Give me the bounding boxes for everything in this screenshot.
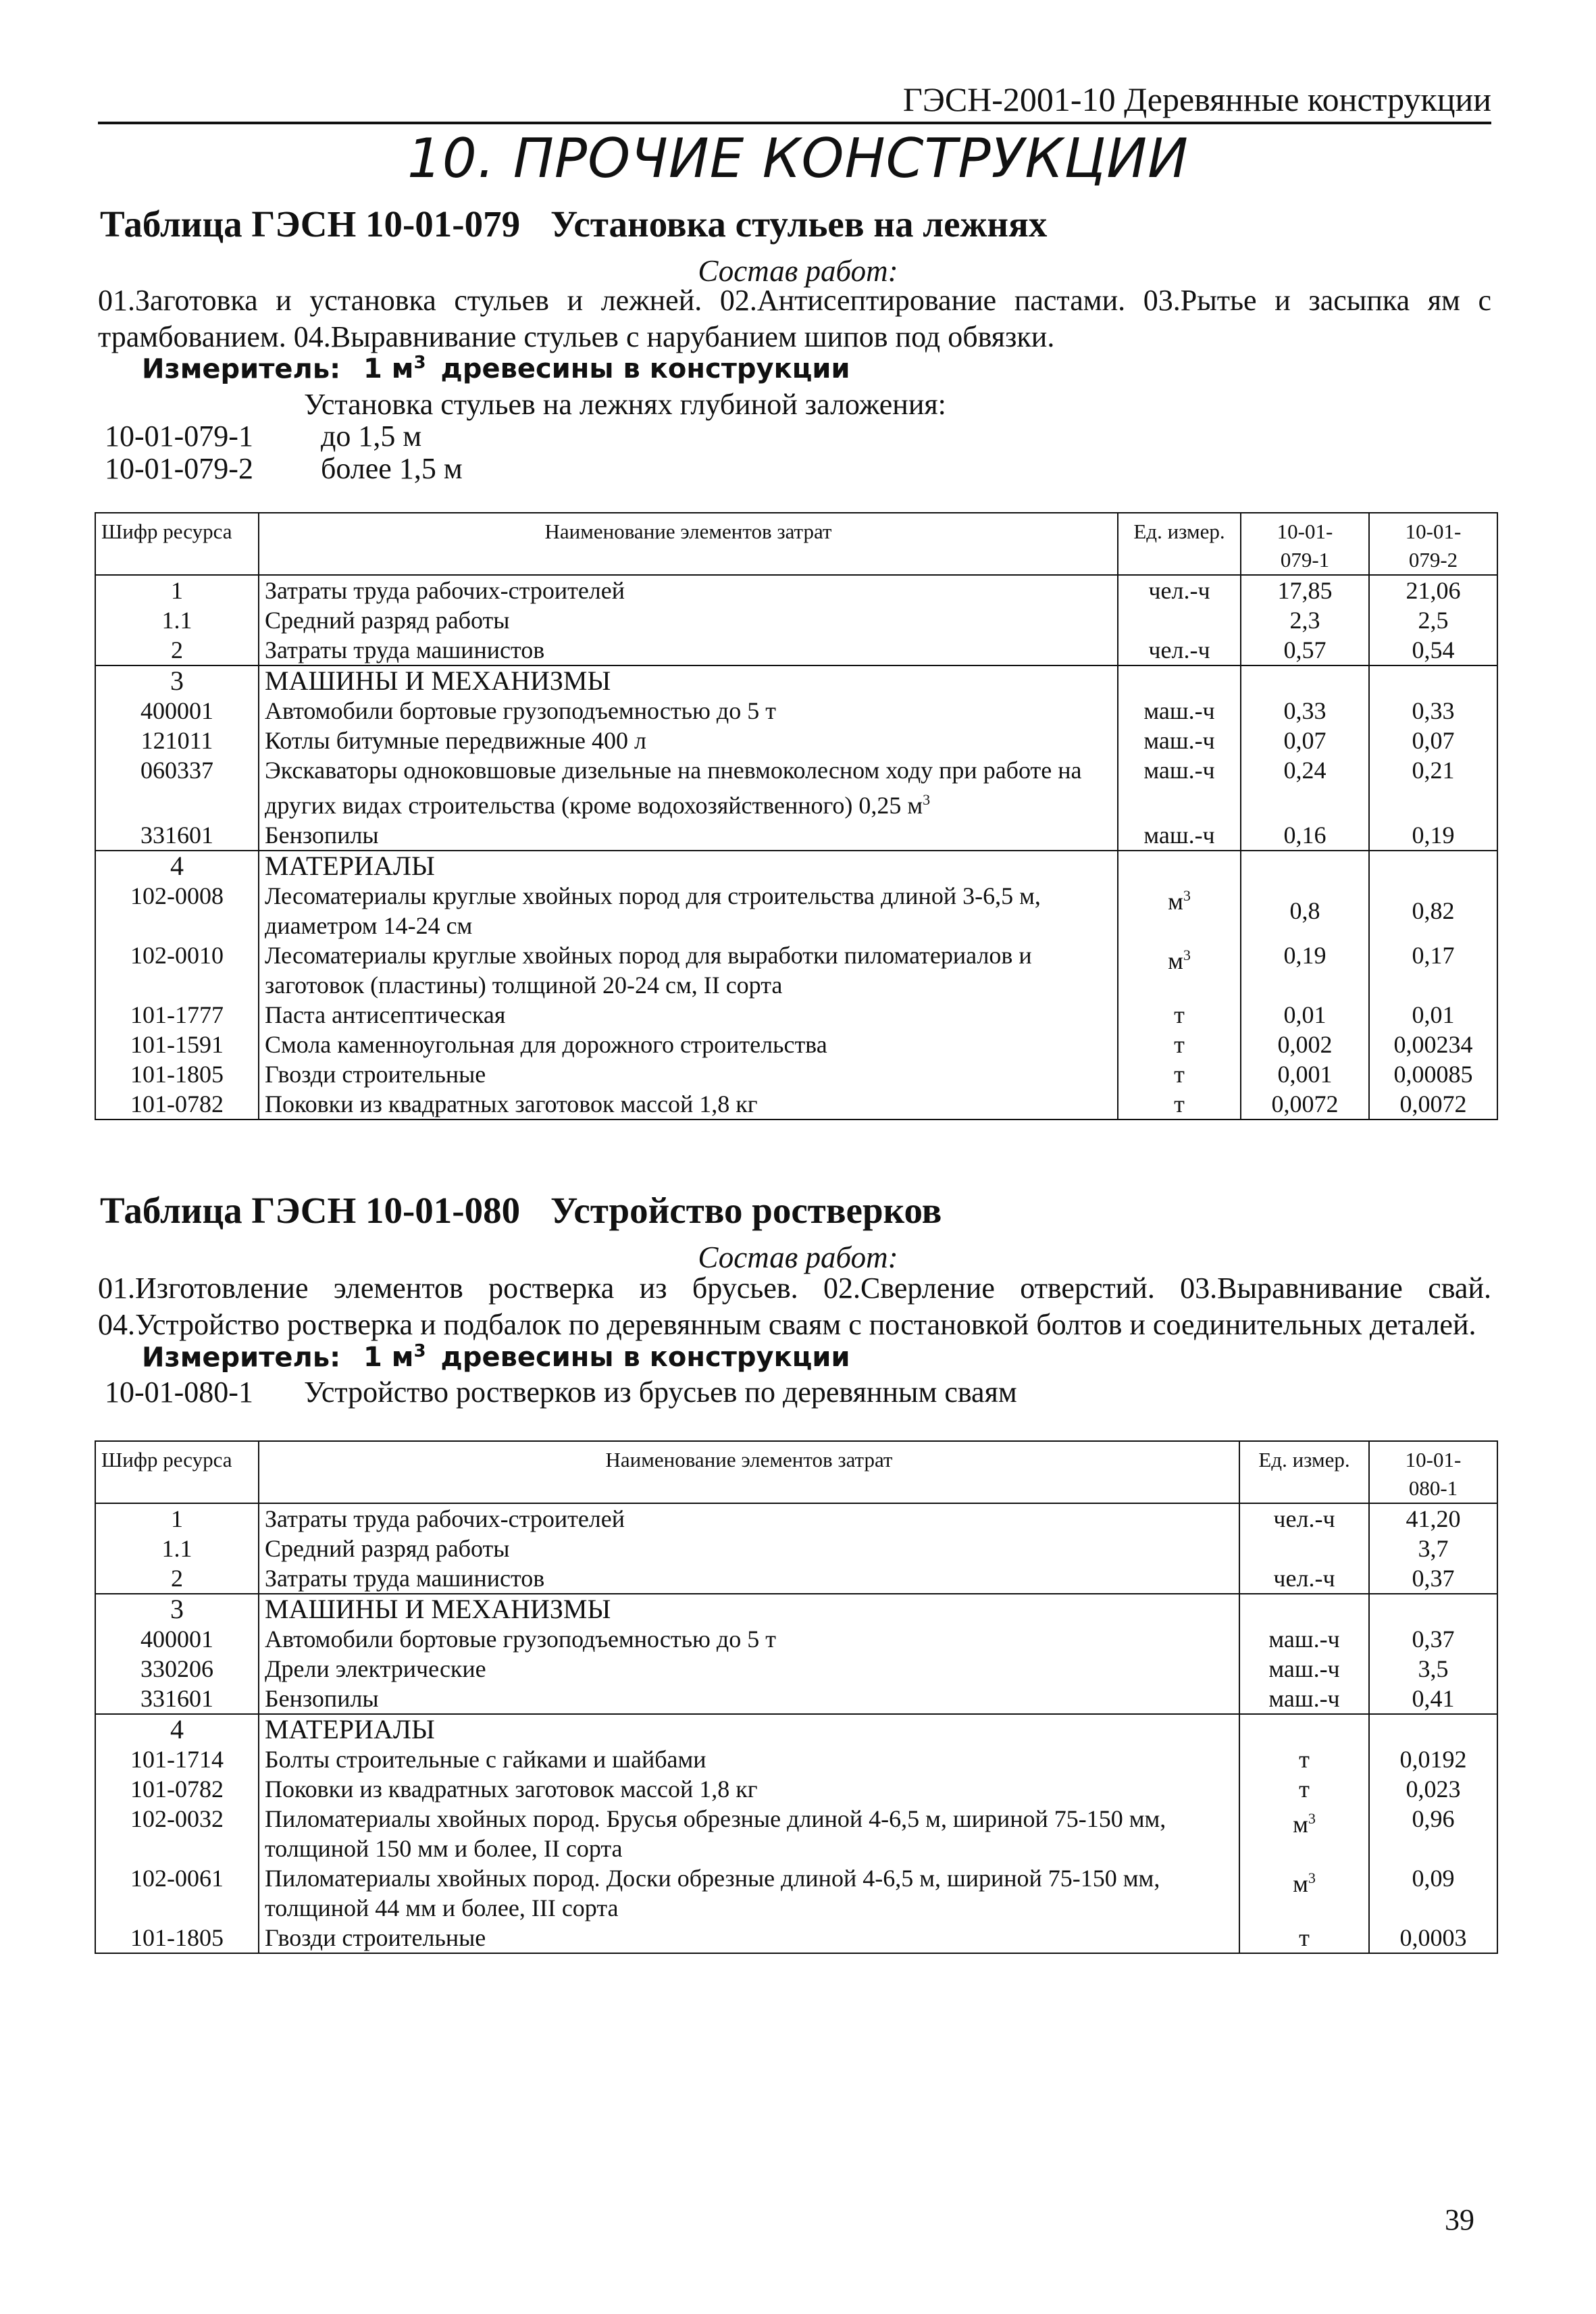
table1-variant-text-1: до 1,5 м	[321, 420, 422, 453]
table2-meter-rest: древесины в конструкции	[440, 1342, 850, 1374]
row-name: Дрели электрические	[259, 1654, 1239, 1684]
row-name: Паста антисептическая	[259, 1000, 1118, 1030]
table-row	[95, 1774, 1497, 1804]
col-variant2-header: 10-01- 079-2	[1369, 513, 1497, 575]
row-code: 400001	[95, 696, 259, 726]
row-name: Затраты труда рабочих-строителей	[259, 1503, 1239, 1534]
row-code: 3	[95, 1594, 259, 1624]
row-value-1: 0,37	[1369, 1563, 1497, 1594]
table2-meter	[142, 1341, 850, 1373]
row-unit: маш.-ч	[1118, 820, 1241, 851]
table-row	[95, 1744, 1497, 1774]
row-unit	[1239, 1534, 1369, 1563]
page-number: 39	[1445, 2203, 1474, 2236]
table-row	[95, 1624, 1497, 1654]
row-unit: чел.-ч	[1118, 635, 1241, 665]
row-value-1: 0,01	[1241, 1000, 1369, 1030]
section-row	[95, 851, 1497, 881]
row-unit: т	[1239, 1923, 1369, 1953]
row-code: 102-0032	[95, 1804, 259, 1863]
table1-variant-text-2: более 1,5 м	[321, 452, 463, 485]
row-code: 4	[95, 1714, 259, 1744]
col-code-header: Шифр ресурса	[95, 1441, 259, 1503]
row-value-2: 0,21	[1369, 755, 1497, 820]
row-unit: т	[1239, 1744, 1369, 1774]
row-unit: маш.-ч	[1239, 1684, 1369, 1714]
row-unit: $м^3$	[1118, 940, 1241, 1000]
table1-work-heading: Состав работ:	[698, 254, 898, 288]
table-row	[95, 1863, 1497, 1923]
row-value-1: 41,20	[1369, 1503, 1497, 1534]
row-value-1: 17,85	[1241, 575, 1369, 605]
table-row	[95, 1684, 1497, 1714]
row-name: Затраты труда рабочих-строителей	[259, 575, 1118, 605]
table-row	[95, 755, 1497, 820]
row-code: 101-0782	[95, 1774, 259, 1804]
row-unit	[1118, 605, 1241, 635]
table1-meter-rest: древесины в конструкции	[440, 353, 850, 385]
row-name: Автомобили бортовые грузоподъемностью до 5 т	[259, 1624, 1239, 1654]
row-value-2: 21,06	[1369, 575, 1497, 605]
row-name: Гвозди строительные	[259, 1059, 1118, 1089]
col-code-header: Шифр ресурса	[95, 513, 259, 575]
document-header: ГЭСН-2001-10 Деревянные конструкции	[902, 80, 1491, 118]
row-value-1: 0,33	[1241, 696, 1369, 726]
row-name: Экскаваторы одноковшовые дизельные на пневмоколесном ходу при работе на других видах строительства (кроме водохозяйственного) 0,25 $м^3$	[259, 755, 1118, 820]
table-row	[95, 1563, 1497, 1594]
row-code: 2	[95, 635, 259, 665]
table-row	[95, 1654, 1497, 1684]
row-value-1: 0,24	[1241, 755, 1369, 820]
row-code: 102-0010	[95, 940, 259, 1000]
row-value-1: 0,57	[1241, 635, 1369, 665]
row-code: 4	[95, 851, 259, 881]
row-name: Болты строительные с гайками и шайбами	[259, 1744, 1239, 1774]
table2-label: Таблица ГЭСН 10-01-080	[100, 1190, 521, 1231]
table2-meter-label: Измеритель:	[142, 1342, 341, 1374]
section-row	[95, 665, 1497, 696]
row-unit: $м^3$	[1239, 1863, 1369, 1923]
table-row	[95, 820, 1497, 851]
col-unit-header: Ед. измер.	[1239, 1441, 1369, 1503]
col-variant1-header: 10-01- 080-1	[1369, 1441, 1497, 1503]
row-value-2: 2,5	[1369, 605, 1497, 635]
row-name: Котлы битумные передвижные 400 л	[259, 726, 1118, 755]
row-code: 101-0782	[95, 1089, 259, 1120]
row-code: 1	[95, 575, 259, 605]
row-unit: маш.-ч	[1239, 1654, 1369, 1684]
row-code: 1	[95, 1503, 259, 1534]
row-code: 060337	[95, 755, 259, 820]
section-title: МАТЕРИАЛЫ	[259, 1714, 1239, 1744]
row-name: Бензопилы	[259, 1684, 1239, 1714]
row-value-1: 0,16	[1241, 820, 1369, 851]
row-code: 1.1	[95, 605, 259, 635]
row-code: 102-0008	[95, 881, 259, 940]
table1-variant-code-2: 10-01-079-2	[105, 452, 253, 485]
row-value-1: 0,07	[1241, 726, 1369, 755]
table1-name: Установка стульев на лежнях	[550, 203, 1048, 245]
row-value-1: 0,37	[1369, 1624, 1497, 1654]
row-value-1: 0,8	[1241, 881, 1369, 940]
table2	[95, 1440, 1498, 1954]
table1-meter-label: Измеритель:	[142, 353, 341, 385]
row-value-2: 0,01	[1369, 1000, 1497, 1030]
row-code: 400001	[95, 1624, 259, 1654]
table1-meter-sup: 3	[413, 353, 426, 373]
row-value-2: 0,00085	[1369, 1059, 1497, 1089]
row-name: Лесоматериалы круглые хвойных пород для строительства длиной 3-6,5 м, диаметром 14-24 см	[259, 881, 1118, 940]
table-row	[95, 1089, 1497, 1120]
row-name: Пиломатериалы хвойных пород. Доски обрезные длиной 4-6,5 м, шириной 75-150 мм, толщиной 44 мм и более, III сорта	[259, 1863, 1239, 1923]
table-row	[95, 575, 1497, 605]
row-value-2: 0,19	[1369, 820, 1497, 851]
table-row	[95, 726, 1497, 755]
table1-meter-value: 1 м	[363, 353, 414, 385]
row-name: Средний разряд работы	[259, 605, 1118, 635]
row-name: Бензопилы	[259, 820, 1118, 851]
table-row	[95, 1030, 1497, 1059]
col-name-header: Наименование элементов затрат	[259, 1441, 1239, 1503]
row-value-2: 0,82	[1369, 881, 1497, 940]
row-unit: чел.-ч	[1239, 1563, 1369, 1594]
table1-meter	[142, 353, 850, 384]
row-value-2: 0,00234	[1369, 1030, 1497, 1059]
table2-meter-value: 1 м	[363, 1342, 414, 1374]
table-row	[95, 635, 1497, 665]
row-value-2: 0,33	[1369, 696, 1497, 726]
row-name: Автомобили бортовые грузоподъемностью до 5 т	[259, 696, 1118, 726]
row-unit: чел.-ч	[1118, 575, 1241, 605]
row-code: 101-1777	[95, 1000, 259, 1030]
row-unit: т	[1118, 1000, 1241, 1030]
row-unit: т	[1118, 1059, 1241, 1089]
row-unit: маш.-ч	[1118, 755, 1241, 820]
row-code: 121011	[95, 726, 259, 755]
row-value-1: 0,0192	[1369, 1744, 1497, 1774]
row-unit: т	[1118, 1030, 1241, 1059]
table-row	[95, 881, 1497, 940]
table2-variant-code-1: 10-01-080-1	[105, 1376, 253, 1409]
row-name: Пиломатериалы хвойных пород. Брусья обрезные длиной 4-6,5 м, шириной 75-150 мм, толщиной 150 мм и более, II сорта	[259, 1804, 1239, 1863]
section-title: МАТЕРИАЛЫ	[259, 851, 1118, 881]
section-title: МАШИНЫ И МЕХАНИЗМЫ	[259, 1594, 1239, 1624]
table1	[95, 512, 1498, 1120]
row-value-1: 0,0003	[1369, 1923, 1497, 1953]
table2-header-row	[95, 1441, 1497, 1503]
row-unit: маш.-ч	[1239, 1624, 1369, 1654]
chapter-title: 10. ПРОЧИЕ КОНСТРУКЦИИ	[407, 127, 1189, 190]
col-name-header: Наименование элементов затрат	[259, 513, 1118, 575]
row-unit: маш.-ч	[1118, 696, 1241, 726]
row-name: Гвозди строительные	[259, 1923, 1239, 1953]
row-name: Средний разряд работы	[259, 1534, 1239, 1563]
row-value-2: 0,0072	[1369, 1089, 1497, 1120]
table-row	[95, 1804, 1497, 1863]
row-value-1: 0,002	[1241, 1030, 1369, 1059]
row-code: 101-1714	[95, 1744, 259, 1774]
row-value-2: 0,17	[1369, 940, 1497, 1000]
table1-header-row	[95, 513, 1497, 575]
table2-variant-text-1: Устройство ростверков из брусьев по деревянным сваям	[304, 1376, 1017, 1409]
row-value-2: 0,54	[1369, 635, 1497, 665]
row-value-1: 0,41	[1369, 1684, 1497, 1714]
row-code: 330206	[95, 1654, 259, 1684]
row-unit: чел.-ч	[1239, 1503, 1369, 1534]
row-code: 102-0061	[95, 1863, 259, 1923]
row-value-1: 2,3	[1241, 605, 1369, 635]
row-code: 101-1591	[95, 1030, 259, 1059]
table2-work-text: 01.Изготовление элементов ростверка из брусьев. 02.Сверление отверстий. 03.Выравнивание свай. 04.Устройство ростверка и подбалок по деревянным сваям с постановкой болтов и соединительных деталей.	[98, 1272, 1491, 1341]
col-unit-header: Ед. измер.	[1118, 513, 1241, 575]
row-code: 331601	[95, 820, 259, 851]
table2-name: Устройство ростверков	[550, 1190, 942, 1231]
row-unit: маш.-ч	[1118, 726, 1241, 755]
row-value-1: 3,5	[1369, 1654, 1497, 1684]
table-row	[95, 696, 1497, 726]
section-row	[95, 1594, 1497, 1624]
row-value-1: 0,0072	[1241, 1089, 1369, 1120]
row-unit: т	[1118, 1089, 1241, 1120]
row-unit: т	[1239, 1774, 1369, 1804]
row-name: Затраты труда машинистов	[259, 635, 1118, 665]
table1-variants-intro: Установка стульев на лежнях глубиной заложения:	[304, 388, 946, 421]
row-value-1: 3,7	[1369, 1534, 1497, 1563]
row-code: 101-1805	[95, 1059, 259, 1089]
row-name: Поковки из квадратных заготовок массой 1,8 кг	[259, 1774, 1239, 1804]
row-name: Лесоматериалы круглые хвойных пород для выработки пиломатериалов и заготовок (пластины) толщиной 20-24 см, II сорта	[259, 940, 1118, 1000]
row-value-1: 0,09	[1369, 1863, 1497, 1923]
table-row	[95, 1503, 1497, 1534]
row-unit: $м^3$	[1118, 881, 1241, 940]
table-row	[95, 1923, 1497, 1953]
row-value-1: 0,19	[1241, 940, 1369, 1000]
table-row	[95, 605, 1497, 635]
table-row	[95, 1000, 1497, 1030]
header-rule	[98, 122, 1491, 124]
row-name: Смола каменноугольная для дорожного строительства	[259, 1030, 1118, 1059]
table1-label: Таблица ГЭСН 10-01-079	[100, 203, 521, 245]
table1-variant-code-1: 10-01-079-1	[105, 420, 253, 453]
row-code: 101-1805	[95, 1923, 259, 1953]
row-name: Затраты труда машинистов	[259, 1563, 1239, 1594]
section-title: МАШИНЫ И МЕХАНИЗМЫ	[259, 665, 1118, 696]
col-variant1-header: 10-01- 079-1	[1241, 513, 1369, 575]
row-name: Поковки из квадратных заготовок массой 1,8 кг	[259, 1089, 1118, 1120]
row-code: 3	[95, 665, 259, 696]
section-row	[95, 1714, 1497, 1744]
row-code: 1.1	[95, 1534, 259, 1563]
row-value-1: 0,001	[1241, 1059, 1369, 1089]
row-code: 2	[95, 1563, 259, 1594]
table2-work-heading: Состав работ:	[698, 1240, 898, 1274]
table1-work-text: 01.Заготовка и установка стульев и лежней. 02.Антисептирование пастами. 03.Рытье и засыпка ям с трамбованием. 04.Выравнивание стульев с нарубанием шипов под обвязки.	[98, 284, 1491, 353]
table-row	[95, 940, 1497, 1000]
row-value-2: 0,07	[1369, 726, 1497, 755]
row-value-1: 0,023	[1369, 1774, 1497, 1804]
table-row	[95, 1534, 1497, 1563]
table-row	[95, 1059, 1497, 1089]
row-unit: $м^3$	[1239, 1804, 1369, 1863]
row-value-1: 0,96	[1369, 1804, 1497, 1863]
row-code: 331601	[95, 1684, 259, 1714]
table2-meter-sup: 3	[413, 1341, 426, 1361]
